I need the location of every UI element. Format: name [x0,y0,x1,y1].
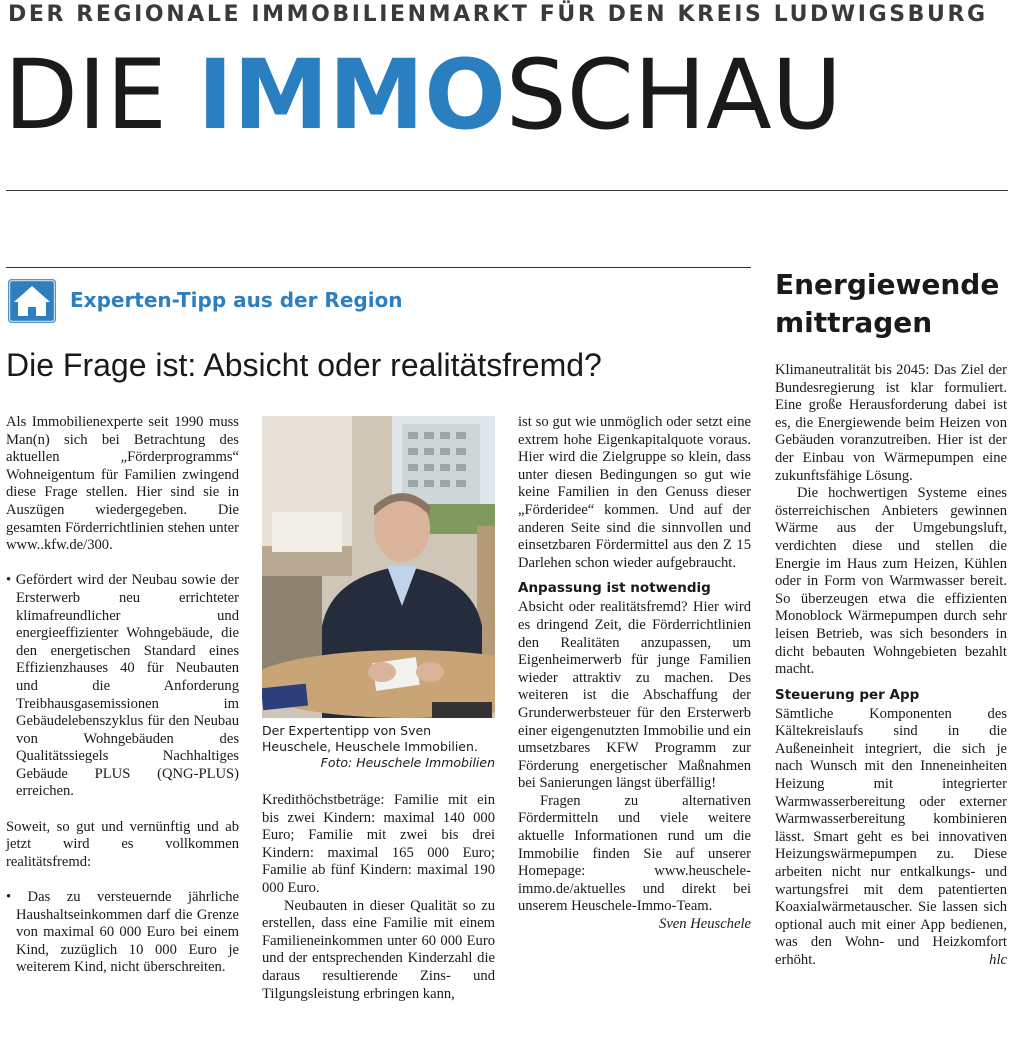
article-headline: Die Frage ist: Absicht oder realitätsfremd? [6,347,602,383]
masthead-suffix: SCHAU [505,39,842,151]
paragraph: Als Immobilienexperte seit 1990 muss Man(n) sich bei Betrachtung des aktuellen „Förderprogramms“ Wohneigentum für Familien zwingend diese Frage stellen. Hier sind sie in Auszügen wiedergegeben. Die gesamten Förderrichtlinien stehen unter www..kfw.de/300. [6,414,239,554]
paragraph-text: Fragen zu alternativen Fördermitteln und viele weitere aktuelle Informationen rund um die Immobilie finden Sie auf unserer Homepage: www.heuschele-immo.de/aktuelles und direkt bei unserem Heuschele-Immo-Team. [518,792,751,915]
author-signature: Sven Heuschele [659,916,751,933]
kicker-line: DER REGIONALE IMMOBILIENMARKT FÜR DEN KREIS LUDWIGSBURG [8,2,988,27]
paragraph: Soweit, so gut und vernünftig und ab jetzt wird es vollkommen realitätsfremd: [6,818,239,870]
masthead-prefix: DIE [4,39,198,151]
house-icon [8,279,56,323]
photo-credit: Foto: Heuschele Immobilien [320,755,495,770]
bullet-paragraph: • Gefördert wird der Neubau sowie der Ersterwerb neu errichteter klimafreundlicher und energieeffizienter Wohngebäude, die den energetischen Standard eines Effizienzhauses 40 für Neubauten und die Anforderung Treibhausgasemissionen im Gebäudelebenszyklus für den Neubau von Wohngebäuden des Qualitätssiegels Nachhaltiges Gebäude PLUS (QNG-PLUS) erreichen. [6,572,239,800]
masthead-title [4,40,842,150]
paragraph-text: Sämtliche Komponenten des Kältekreislaufs sind in die Außeneinheit integriert, die sich je nach Wunsch mit den Inneneinheiten Heizung mit integrierter Warmwasserbereitung oder externer Warmwasserbereitung kombinieren lässt. Smart geht es bei innovativen Heizungswärmepumpen zu. Diese arbeiten nicht nur entkalkungs- und wartungsfrei mit dem patentierten Koaxialwärmetauscher. Sie lassen sich optional auch mit einer App bedienen, was den Wohn- und Heizkomfort erhöht. [775,705,1007,968]
photo-caption [262,723,495,771]
article-column-3 [518,414,751,934]
paragraph: Die hochwertigen Systeme eines österreichischen Anbieters gewinnen Wärme aus der Umgebungsluft, verdichten diese und stellen die Energie im Haus zum Heizen, Kühlen oder in Form von Warmwasser bereit. So überzeugen etwa die effizienten Monoblock Wärmepumpen durch sehr leisen Betrieb, was sich besonders in dicht bebauten Wohngebieten bezahlt macht. [775,485,1007,678]
expert-photo [262,416,495,718]
masthead-rule [6,190,1008,191]
caption-text: Der Expertentipp von Sven Heuschele, Heuschele Immobilien. [262,723,478,754]
bullet-paragraph: • Das zu versteuernde jährliche Haushaltseinkommen darf die Grenze von maximal 60 000 Euro bei einem Kind, zuzüglich 10 000 Euro je weiterem Kind, nicht überschreiten. [6,889,239,976]
article-column-2 [262,792,495,1003]
paragraph: Absicht oder realitätsfremd? Hier wird es dringend Zeit, die Förderrichtlinien den Realitäten anzupassen, um Eigenheimerwerb für junge Familien wieder attraktiv zu machen. Des weiteren ist die Abschaffung der Grunderwerbsteuer für den Ersterwerb einer eigengenutzten Immobilie und ein umsetzbares KFW Programm zur Förderung energetischer Maßnahmen bei Sanierungen längst überfällig! [518,599,751,792]
paragraph: Klimaneutralität bis 2045: Das Ziel der Bundesregierung ist klar formuliert. Eine große Herausforderung dabei ist es, die Energiewende beim Heizen von Gebäuden voranzutreiben. Hier ist der der Einbau von Wärmepumpen eine zukunftsfähige Lösung. [775,362,1007,484]
paragraph [775,706,1007,970]
paragraph: Neubauten in dieser Qualität so zu erstellen, dass eine Familie mit einem Familieneinkommen unter 60 000 Euro und der entsprechenden Kinderzahl die daraus resultierende Zins- und Tilgungsleistung erbringen kann, [262,897,495,1002]
subheading: Steuerung per App [775,686,920,703]
sidebar-signature: hlc [989,952,1007,968]
paragraph: ist so gut wie unmöglich oder setzt eine extrem hohe Eigenkapitalquote voraus. Hier wird die Zielgruppe so klein, dass unter diesen Bedingungen so gut wie keine Familien in den Genuss dieser „Förderidee“ kommen. Und auf der anderen Seite sind die sinnvollen und einsetzbaren Fördermittel aus den Z 15 Darlehen schon wieder aufgebraucht. [518,414,751,571]
paragraph: Kredithöchstbeträge: Familie mit ein bis zwei Kindern: maximal 140 000 Euro; Familie mit zwei bis drei Kindern: maximal 165 000 Euro; Familie ab fünf Kindern: maximal 190 000 Euro. [262,792,495,896]
sidebar-headline: Energiewende mittragen [775,268,1000,339]
paragraph [518,792,751,933]
sidebar-column [775,362,1007,970]
section-label: Experten-Tipp aus der Region [70,288,403,312]
article-top-rule [6,267,751,268]
article-column-1 [6,414,239,977]
subheading: Anpassung ist notwendig [518,580,711,597]
masthead-accent: IMMO [197,39,506,151]
